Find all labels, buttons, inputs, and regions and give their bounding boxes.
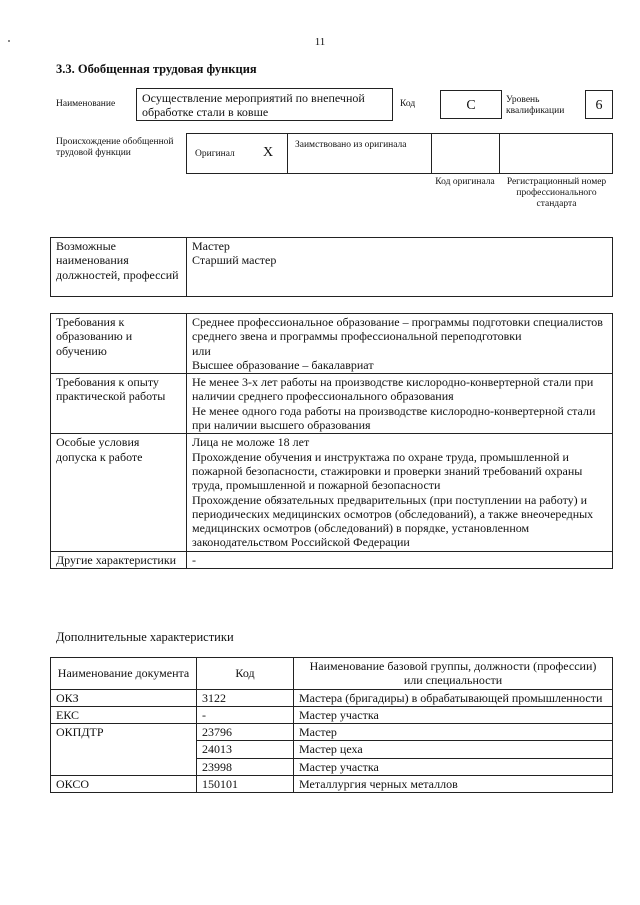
req-line: Не менее одного года работы на производстве кислородно-конвертерной стали при наличии высшего образования <box>192 403 596 433</box>
origin-frame <box>186 133 613 174</box>
cell-code: 23796 <box>197 724 294 741</box>
requirements-table <box>50 313 613 569</box>
positions-table <box>50 237 613 297</box>
req-line: Не менее 3-х лет работы на производстве кислородно-конвертерной стали при наличии среднего профессионального образования <box>192 375 594 404</box>
req-line: или <box>192 343 211 358</box>
position-item: Старший мастер <box>192 253 277 268</box>
cell-doc: ОКСО <box>51 776 197 793</box>
name-label: Наименование <box>56 99 116 109</box>
cell-code: 150101 <box>197 776 294 793</box>
cell-code: - <box>197 706 294 723</box>
req-value-education <box>187 314 613 374</box>
additional-title: Дополнительные характеристики <box>56 630 234 644</box>
req-line: - <box>192 552 196 567</box>
code-original-label: Код оригинала <box>435 177 495 187</box>
borrowed-label: Заимствовано из оригинала <box>295 140 407 150</box>
cell-code: 3122 <box>197 689 294 706</box>
position-item: Мастер <box>192 239 230 253</box>
additional-table <box>50 657 613 793</box>
req-value-conditions <box>187 434 613 551</box>
req-label-experience: Требования к опыту практической работы <box>51 374 187 434</box>
cell-name: Металлургия черных металлов <box>294 776 613 793</box>
level-value: 6 <box>585 90 613 119</box>
page-number: 11 <box>314 36 326 48</box>
positions-values <box>187 238 613 297</box>
name-value: Осуществление мероприятий по внепечной обработке стали в ковше <box>136 88 393 121</box>
req-line: Прохождение обучения и инструктажа по охране труда, промышленной и пожарной безопасности, стажировки и проверки знаний требований охраны труда, промышленной и пожарной безопасности <box>192 449 583 493</box>
cell-doc: ОКЗ <box>51 689 197 706</box>
positions-label: Возможные наименования должностей, профессий <box>51 238 187 297</box>
cell-doc: ЕКС <box>51 706 197 723</box>
divider <box>499 134 500 173</box>
level-label: Уровень квалификации <box>506 95 565 116</box>
table-row <box>51 776 613 793</box>
req-label-education: Требования к образованию и обучению <box>51 314 187 374</box>
reg-number-label: Регистрационный номер профессионального стандарта <box>506 177 607 209</box>
divider <box>431 134 432 173</box>
table-row <box>51 706 613 723</box>
origin-label: Происхождение обобщенной трудовой функции <box>56 137 174 158</box>
req-value-other <box>187 551 613 568</box>
section-title: 3.3. Обобщенная трудовая функция <box>56 62 257 76</box>
cell-code: 23998 <box>197 758 294 775</box>
cell-name: Мастер участка <box>294 758 613 775</box>
cell-doc: ОКПДТР <box>51 724 197 776</box>
req-line: Лица не моложе 18 лет <box>192 435 310 450</box>
req-label-conditions: Особые условия допуска к работе <box>51 434 187 551</box>
req-line: Среднее профессиональное образование – программы подготовки специалистов среднего звена и программы профессиональной переподготовки <box>192 315 603 344</box>
cell-code: 24013 <box>197 741 294 758</box>
code-label: Код <box>400 99 416 109</box>
req-line: Прохождение обязательных предварительных (при поступлении на работу) и периодических медицинских осмотров (обследований), а также внеочередных медицинских осмотров (обследований) в порядке, установленном законодательством Российской Федерации <box>192 492 594 550</box>
cell-name: Мастер цеха <box>294 741 613 758</box>
table-row <box>51 724 613 741</box>
req-value-experience <box>187 374 613 434</box>
header-code: Код <box>197 658 294 690</box>
table-row <box>51 689 613 706</box>
original-label: Оригинал <box>195 149 235 159</box>
header-document: Наименование документа <box>51 658 197 690</box>
code-value: C <box>440 90 502 119</box>
req-line: Высшее образование – бакалавриат <box>192 357 374 372</box>
header-name: Наименование базовой группы, должности (профессии) или специальности <box>294 658 613 690</box>
cell-name: Мастера (бригадиры) в обрабатывающей промышленности <box>294 689 613 706</box>
cell-name: Мастер участка <box>294 706 613 723</box>
req-label-other: Другие характеристики <box>51 551 187 568</box>
divider <box>287 134 288 173</box>
original-mark: X <box>263 145 274 160</box>
cell-name: Мастер <box>294 724 613 741</box>
